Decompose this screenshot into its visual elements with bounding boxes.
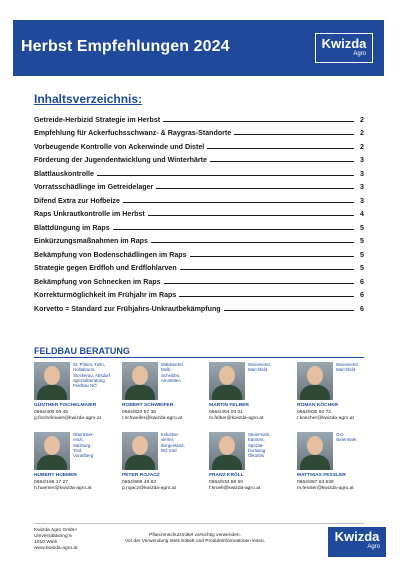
page-title: Herbst Empfehlungen 2024 (21, 38, 230, 55)
photo-head (307, 366, 323, 385)
toc-item-label: Difend Extra zur Hofbeize (34, 196, 120, 205)
toc-item-page: 3 (360, 156, 364, 164)
logo-name: Kwizda (321, 36, 367, 51)
toc-leader-line (123, 202, 354, 203)
advisor-row (34, 432, 364, 502)
advisor-region-line: NÖ Süd (161, 447, 177, 453)
toc-item[interactable] (34, 137, 364, 151)
advisor-regions (73, 362, 118, 388)
toc-leader-line (156, 188, 354, 189)
toc-item-label: Blattdüngung im Raps (34, 223, 110, 232)
advisor-name: ROMAN KÖCHER (297, 403, 339, 408)
advisor-region-line: viertel, (161, 437, 174, 443)
advisor-regions (248, 432, 293, 458)
advisor-grid (34, 362, 364, 502)
photo-torso (37, 385, 67, 400)
advisor-phone: 0664/830 92 72 (297, 409, 331, 415)
advisor-region-line: Steiermark, (248, 432, 271, 437)
toc-leader-line (190, 256, 354, 257)
logo-sub: Agro (367, 544, 380, 550)
footer-address-line: Universitätsring 6 (34, 534, 72, 539)
advisor-card (34, 362, 118, 432)
toc-item[interactable] (34, 205, 364, 219)
advisor-name: ROBERT SCHWEIFER (122, 403, 174, 408)
toc-item-page: 2 (360, 115, 364, 124)
advisor-region-line: Salzburg, (73, 442, 92, 448)
advisor-region-line: Melk, (161, 367, 172, 373)
advisor-card (34, 432, 118, 502)
toc-item-label: Bekämpfung von Bodenschädlingen im Raps (34, 250, 187, 259)
advisor-photo (209, 362, 245, 400)
photo-head (132, 436, 148, 455)
footer-address-line: 1010 Wien (34, 540, 58, 545)
photo-head (307, 436, 323, 455)
advisor-region-line: Oberöster- (73, 432, 94, 437)
toc-leader-line (113, 229, 354, 230)
photo-head (132, 366, 148, 385)
photo-torso (125, 385, 155, 400)
advisor-regions (248, 362, 293, 373)
advisor-phone: 0664/534 58 50 (209, 479, 243, 485)
advisor-photo (122, 432, 158, 470)
advisor-region-line: Ölkürbis (248, 453, 265, 459)
advisor-email[interactable]: r.schweifer@kwizda-agro.at (122, 415, 183, 421)
toc-item-page: 5 (360, 223, 364, 232)
toc-leader-line (207, 148, 354, 149)
advisor-region-line: Waldviertel, (161, 362, 184, 367)
advisor-region-line: Weinviertel, (336, 362, 359, 367)
advisor-region-line: reich, (73, 437, 84, 443)
advisor-region-line: Tirol, (73, 447, 83, 453)
toc-leader-line (97, 175, 354, 176)
advisor-regions (336, 362, 381, 373)
footer-note-line: Vor der Verwendung stets Etikett und Produktinformationen lesen. (125, 539, 265, 544)
toc-item[interactable] (34, 272, 364, 286)
toc-leader-line (234, 134, 354, 135)
header-banner (13, 20, 384, 76)
advisor-card (297, 432, 381, 502)
advisor-card (297, 362, 381, 432)
toc-heading: Inhaltsverzeichnis: (34, 92, 143, 106)
advisor-photo (297, 362, 333, 400)
footer-note (110, 533, 280, 545)
advisor-photo (209, 432, 245, 470)
advisor-photo (34, 362, 70, 400)
toc-item-page: 2 (360, 142, 364, 151)
advisor-region-line: Vorarlberg (73, 453, 94, 459)
footer-address-line: Kwizda Agro GmbH (34, 528, 77, 533)
footer-note-line: Pflanzenschutzmittel vorsichtig verwenden. (149, 533, 241, 538)
advisor-region-line: Weinviertel, (248, 362, 271, 367)
advisor-row (34, 362, 364, 432)
toc-item-page: 5 (360, 250, 364, 259)
toc-item-page: 6 (360, 277, 364, 286)
advisor-card (122, 432, 206, 502)
advisor-email[interactable]: m.fessler@kwizda-agro.at (297, 485, 354, 491)
toc-item-label: Förderung der Jugendentwicklung und Winterhärte (34, 156, 207, 164)
toc-leader-line (210, 161, 354, 162)
photo-head (219, 436, 235, 455)
advisor-region-line: Scheibbs, (161, 372, 181, 378)
toc-item[interactable] (34, 164, 364, 178)
footer-divider (34, 523, 364, 524)
toc-item-label: Strategie gegen Erdfloh und Erdflohlarven (34, 264, 177, 272)
kwizda-footer-logo (328, 527, 386, 557)
advisor-region-line: Marchfeld (248, 367, 268, 373)
toc-leader-line (224, 310, 354, 311)
advisor-regions (73, 432, 118, 458)
toc-leader-line (179, 296, 354, 297)
advisor-card (209, 362, 293, 432)
toc-item[interactable] (34, 299, 364, 313)
kwizda-logo (315, 33, 373, 63)
advisor-region-line: Industrie- (161, 432, 180, 437)
advisor-region-line: Marchfeld (336, 367, 356, 373)
toc-item[interactable] (34, 218, 364, 232)
advisor-regions (336, 432, 381, 443)
toc-item-page: 4 (360, 210, 364, 218)
toc-item-page: 5 (360, 264, 364, 272)
advisor-phone: 0664/166 17 27 (34, 479, 68, 485)
advisor-region-line: Kärnten, (248, 437, 265, 443)
toc-item-page: 2 (360, 129, 364, 137)
toc-item-page: 3 (360, 196, 364, 205)
advisor-email[interactable]: r.koecher@kwizda-agro.at (297, 415, 354, 421)
toc-item-page: 3 (360, 169, 364, 178)
advisor-phone: 0664/454 03 01 (209, 409, 243, 415)
advisor-region-line: Amstetten (161, 377, 181, 383)
toc-item-label: Vorbeugende Kontrolle von Ackerwinde und Distel (34, 142, 205, 151)
advisor-email[interactable]: p.rojacz@kwizda-agro.at (122, 485, 176, 491)
logo-sub: Agro (353, 51, 366, 57)
photo-torso (212, 455, 242, 470)
photo-head (44, 436, 60, 455)
advisor-region-line: Stockerau, Absdorf (73, 372, 111, 378)
photo-head (219, 366, 235, 385)
advisor-regions (161, 432, 206, 453)
toc-item-label: Empfehlung für Ackerfuchsschwanz- & Raygras-Standorte (34, 129, 232, 137)
toc-item-label: Blattlauskontrolle (34, 169, 94, 178)
section-divider (34, 357, 364, 358)
toc-item-page: 6 (360, 291, 364, 299)
advisor-card (122, 362, 206, 432)
advisor-email[interactable]: h.huemer@kwizda-agro.at (34, 485, 92, 491)
toc-item-label: Bekämpfung von Schnecken im Raps (34, 277, 161, 286)
advisor-region-line: Feldbau NÖ (73, 383, 97, 389)
advisor-name: MARTIN FELBER (209, 403, 249, 408)
toc-item[interactable] (34, 259, 364, 273)
advisor-phone: 0664/887 63 636 (297, 479, 334, 485)
advisor-region-line: beratung (248, 447, 266, 453)
toc-item-label: Korrekturmöglichkeit im Frühjahr im Raps (34, 291, 177, 299)
logo-name: Kwizda (334, 529, 380, 544)
advisor-phone: 0664/969 48 83 (122, 479, 156, 485)
toc-item[interactable] (34, 110, 364, 124)
toc-leader-line (151, 242, 354, 243)
advisor-region-line: St. Pölten, Tulln, (73, 362, 105, 367)
advisor-email[interactable]: f.kroell@kwizda-agro.at (209, 485, 261, 491)
advisor-card (209, 432, 293, 502)
advisor-photo (122, 362, 158, 400)
photo-torso (300, 385, 330, 400)
advisor-name: MATTHIAS FESSLER (297, 473, 346, 478)
advisor-photo (34, 432, 70, 470)
photo-torso (37, 455, 67, 470)
footer-address (34, 528, 78, 552)
toc-item-page: 3 (360, 183, 364, 191)
toc-item-label: Getreide-Herbizid Strategie im Herbst (34, 115, 161, 124)
toc-item-label: Raps Unkrautkontrolle im Herbst (34, 210, 145, 218)
advisor-phone: 0664/822 57 38 (122, 409, 156, 415)
toc-item[interactable] (34, 151, 364, 165)
toc-item-label: Korvetto = Standard zur Frühjahrs-Unkrautbekämpfung (34, 304, 221, 313)
toc-leader-line (148, 215, 354, 216)
advisor-region-line: Ost- (336, 432, 345, 437)
advisor-regions (161, 362, 206, 383)
advisor-name: PETER ROJACZ (122, 473, 160, 478)
toc-item[interactable] (34, 191, 364, 205)
toc-item-label: Vorratsschädlinge im Getreidelager (34, 183, 154, 191)
advisor-region-line: Burgenland, (161, 442, 185, 448)
photo-head (44, 366, 60, 385)
advisor-region-line: steiermark (336, 437, 357, 443)
photo-torso (300, 455, 330, 470)
toc-item[interactable] (34, 124, 364, 138)
advisor-region-line: Spezialberatung (73, 377, 105, 383)
toc-item[interactable] (34, 286, 364, 300)
toc-item-page: 5 (360, 237, 364, 245)
toc-item[interactable] (34, 232, 364, 246)
advisor-photo (297, 432, 333, 470)
toc-item-page: 6 (360, 304, 364, 313)
advisor-email[interactable]: m.felber@kwizda-agro.at (209, 415, 264, 421)
advisor-name: HUBERT HUEMER (34, 473, 77, 478)
advisor-region-line: Hollabrunn, (73, 367, 96, 373)
advisor-region-line: Spezial- (248, 442, 264, 448)
toc-leader-line (164, 283, 354, 284)
advisor-email[interactable]: g.fischelmaier@kwizda-agro.at (34, 415, 101, 421)
toc-item[interactable] (34, 178, 364, 192)
footer-website-link[interactable]: www.kwizda-agro.at (34, 546, 78, 551)
photo-torso (125, 455, 155, 470)
advisor-name: FRANZ KRÖLL (209, 473, 244, 478)
toc-item[interactable] (34, 245, 364, 259)
advisors-heading: FELDBAU BERATUNG (34, 346, 130, 356)
advisor-name: GÜNTHER FISCHELMAIER (34, 403, 97, 408)
advisor-phone: 0664/400 06 45 (34, 409, 68, 415)
table-of-contents (34, 110, 364, 313)
toc-item-label: Einkürzungsmaßnahmen im Raps (34, 237, 148, 245)
photo-torso (212, 385, 242, 400)
toc-leader-line (163, 121, 354, 122)
toc-leader-line (180, 269, 354, 270)
